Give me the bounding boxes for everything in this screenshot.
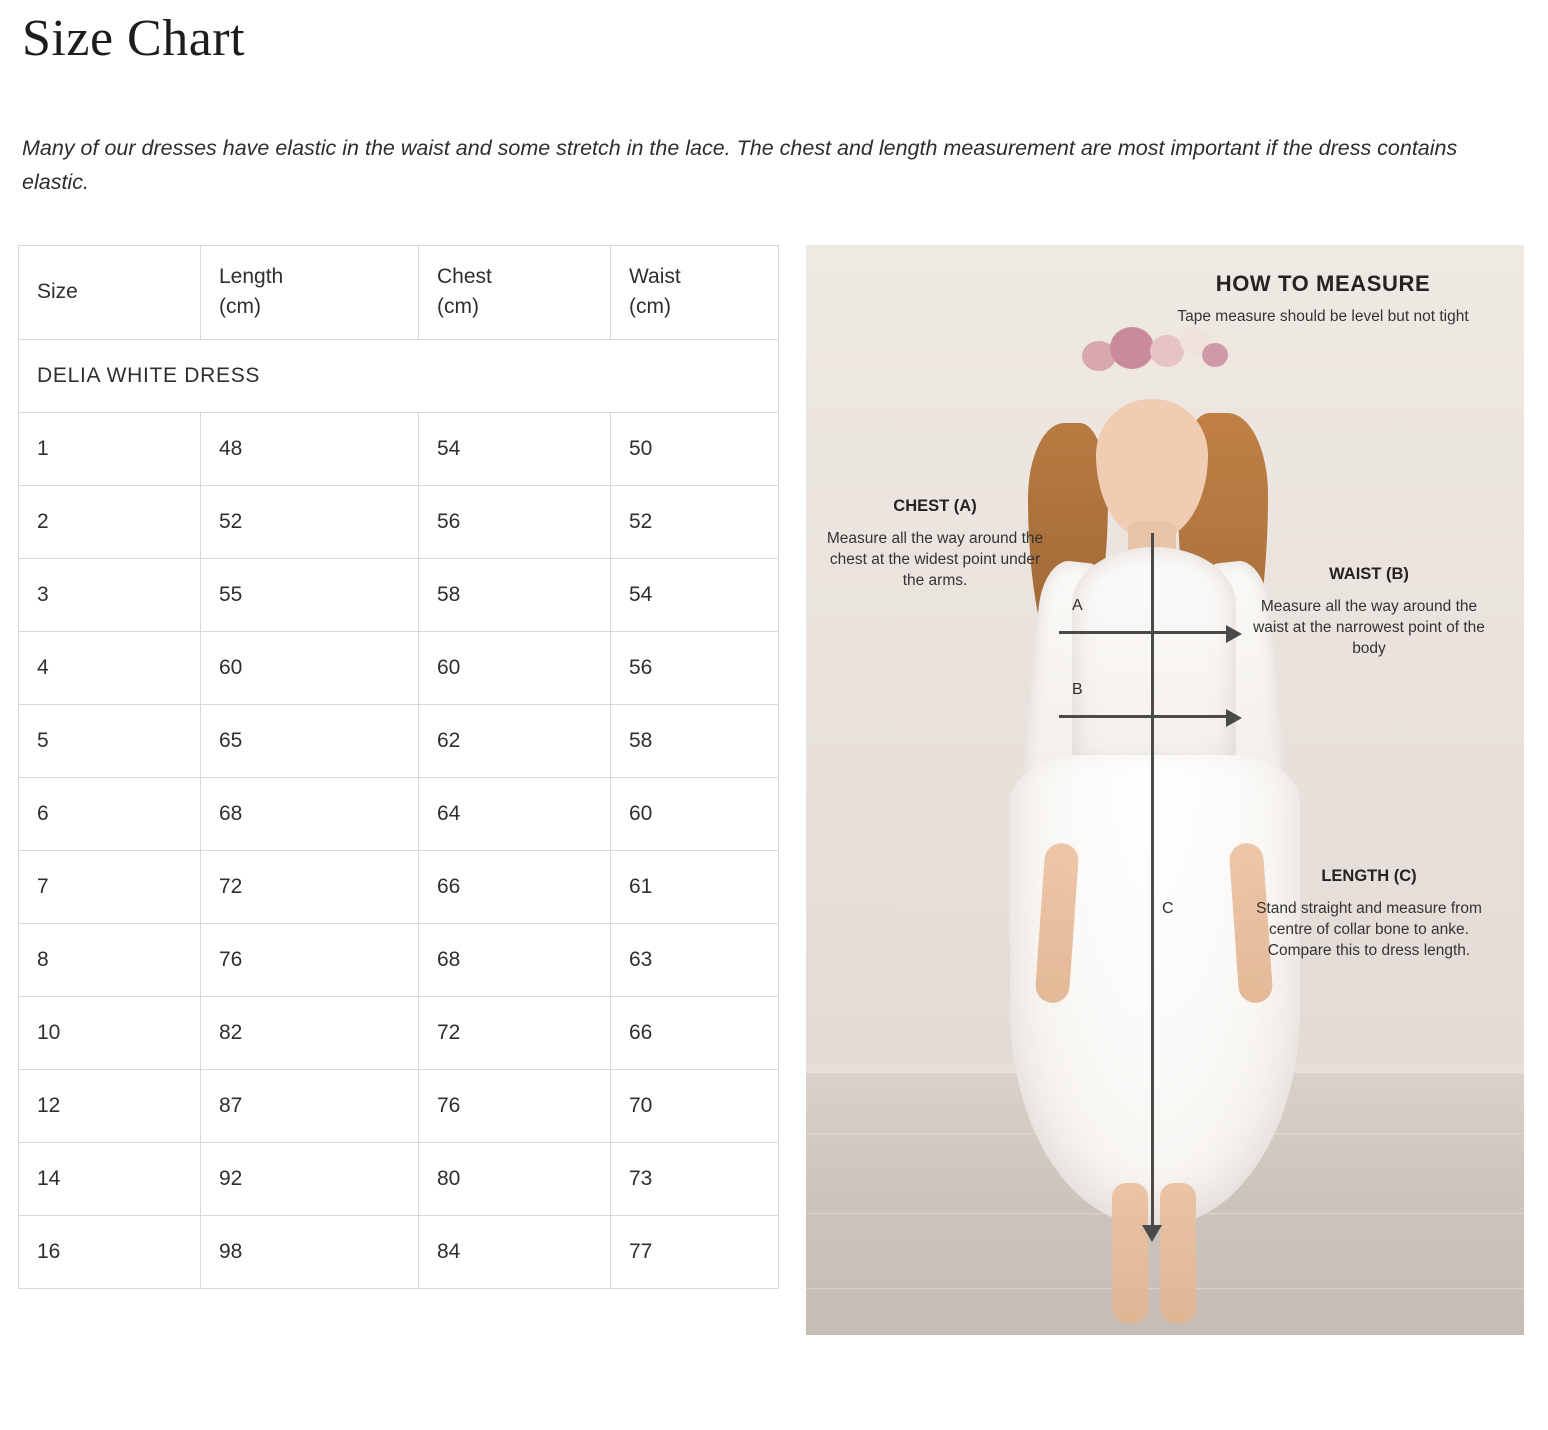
- cell-size: 12: [19, 1069, 201, 1142]
- cell-waist: 77: [611, 1215, 779, 1288]
- column-header-length-label: Length: [219, 265, 284, 289]
- cell-chest: 68: [419, 923, 611, 996]
- table-row: [19, 485, 779, 558]
- cell-length: 65: [201, 704, 419, 777]
- length-arrow-icon: [1142, 1225, 1162, 1242]
- cell-length: 76: [201, 923, 419, 996]
- chest-instruction: [820, 495, 1050, 592]
- cell-chest: 54: [419, 412, 611, 485]
- table-row: [19, 704, 779, 777]
- length-heading: LENGTH (C): [1321, 867, 1417, 886]
- marker-b-label: B: [1072, 681, 1083, 699]
- cell-length: 98: [201, 1215, 419, 1288]
- cell-length: 55: [201, 558, 419, 631]
- cell-chest: 76: [419, 1069, 611, 1142]
- how-to-measure-title: HOW TO MEASURE: [1215, 271, 1431, 297]
- cell-waist: 50: [611, 412, 779, 485]
- model-leg-right: [1160, 1183, 1196, 1323]
- table-row: [19, 1215, 779, 1288]
- cell-chest: 58: [419, 558, 611, 631]
- table-row: [19, 996, 779, 1069]
- table-row: [19, 412, 779, 485]
- flower-crown-icon: [1080, 325, 1230, 383]
- table-row: [19, 1069, 779, 1142]
- cell-chest: 72: [419, 996, 611, 1069]
- column-header-chest-label: Chest: [437, 265, 492, 289]
- cell-length: 82: [201, 996, 419, 1069]
- content-area: [18, 245, 1530, 1335]
- page-title: Size Chart: [22, 10, 246, 67]
- cell-length: 87: [201, 1069, 419, 1142]
- cell-chest: 56: [419, 485, 611, 558]
- column-header-length: [201, 246, 419, 340]
- product-title: DELIA WHITE DRESS: [19, 339, 779, 412]
- chest-measure-line: [1059, 631, 1229, 634]
- cell-size: 1: [19, 412, 201, 485]
- cell-size: 6: [19, 777, 201, 850]
- cell-size: 4: [19, 631, 201, 704]
- cell-waist: 66: [611, 996, 779, 1069]
- cell-size: 7: [19, 850, 201, 923]
- waist-instruction: [1244, 563, 1494, 660]
- cell-size: 8: [19, 923, 201, 996]
- waist-measure-line: [1059, 715, 1229, 718]
- cell-length: 48: [201, 412, 419, 485]
- column-header-waist-unit: (cm): [629, 295, 671, 319]
- cell-size: 3: [19, 558, 201, 631]
- cell-waist: 54: [611, 558, 779, 631]
- cell-chest: 84: [419, 1215, 611, 1288]
- cell-chest: 66: [419, 850, 611, 923]
- cell-size: 5: [19, 704, 201, 777]
- chest-text: Measure all the way around the chest at the widest point under the arms.: [826, 530, 1044, 590]
- column-header-waist: [611, 246, 779, 340]
- length-measure-line: [1151, 533, 1154, 1233]
- chest-heading: CHEST (A): [893, 497, 977, 516]
- size-table-container: [18, 245, 778, 1289]
- column-header-size-label: Size: [37, 280, 78, 304]
- intro-text: Many of our dresses have elastic in the waist and some stretch in the lace. The chest and length measurement are most important if the dress contains elastic.: [22, 136, 1458, 194]
- column-header-size: [19, 246, 201, 340]
- cell-waist: 52: [611, 485, 779, 558]
- cell-waist: 73: [611, 1142, 779, 1215]
- cell-chest: 62: [419, 704, 611, 777]
- how-to-measure-subtitle: Tape measure should be level but not tight: [1177, 308, 1469, 326]
- cell-waist: 56: [611, 631, 779, 704]
- how-to-measure-image: [806, 245, 1524, 1335]
- waist-heading: WAIST (B): [1329, 565, 1409, 584]
- table-row: [19, 777, 779, 850]
- cell-chest: 80: [419, 1142, 611, 1215]
- cell-size: 10: [19, 996, 201, 1069]
- cell-waist: 63: [611, 923, 779, 996]
- chest-arrow-icon: [1226, 625, 1242, 643]
- column-header-length-unit: (cm): [219, 295, 261, 319]
- dress-bodice: [1072, 547, 1236, 767]
- size-table: [18, 245, 779, 1289]
- cell-size: 14: [19, 1142, 201, 1215]
- table-row: [19, 1142, 779, 1215]
- marker-c-label: C: [1162, 900, 1174, 918]
- table-row: [19, 923, 779, 996]
- waist-arrow-icon: [1226, 709, 1242, 727]
- cell-length: 52: [201, 485, 419, 558]
- column-header-waist-label: Waist: [629, 265, 681, 289]
- table-header-row: [19, 246, 779, 340]
- cell-chest: 64: [419, 777, 611, 850]
- column-header-chest-unit: (cm): [437, 295, 479, 319]
- cell-waist: 60: [611, 777, 779, 850]
- size-chart-page: [0, 8, 1548, 1430]
- cell-waist: 58: [611, 704, 779, 777]
- cell-chest: 60: [419, 631, 611, 704]
- cell-waist: 61: [611, 850, 779, 923]
- table-row: [19, 850, 779, 923]
- table-title-row: [19, 339, 779, 412]
- table-row: [19, 631, 779, 704]
- length-text: Stand straight and measure from centre of collar bone to anke. Compare this to dress length.: [1256, 900, 1482, 960]
- cell-waist: 70: [611, 1069, 779, 1142]
- length-instruction: [1244, 865, 1494, 962]
- cell-length: 60: [201, 631, 419, 704]
- model-leg-left: [1112, 1183, 1148, 1323]
- cell-size: 2: [19, 485, 201, 558]
- cell-size: 16: [19, 1215, 201, 1288]
- table-row: [19, 558, 779, 631]
- column-header-chest: [419, 246, 611, 340]
- cell-length: 72: [201, 850, 419, 923]
- marker-a-label: A: [1072, 597, 1083, 615]
- cell-length: 92: [201, 1142, 419, 1215]
- cell-length: 68: [201, 777, 419, 850]
- waist-text: Measure all the way around the waist at the narrowest point of the body: [1253, 598, 1485, 658]
